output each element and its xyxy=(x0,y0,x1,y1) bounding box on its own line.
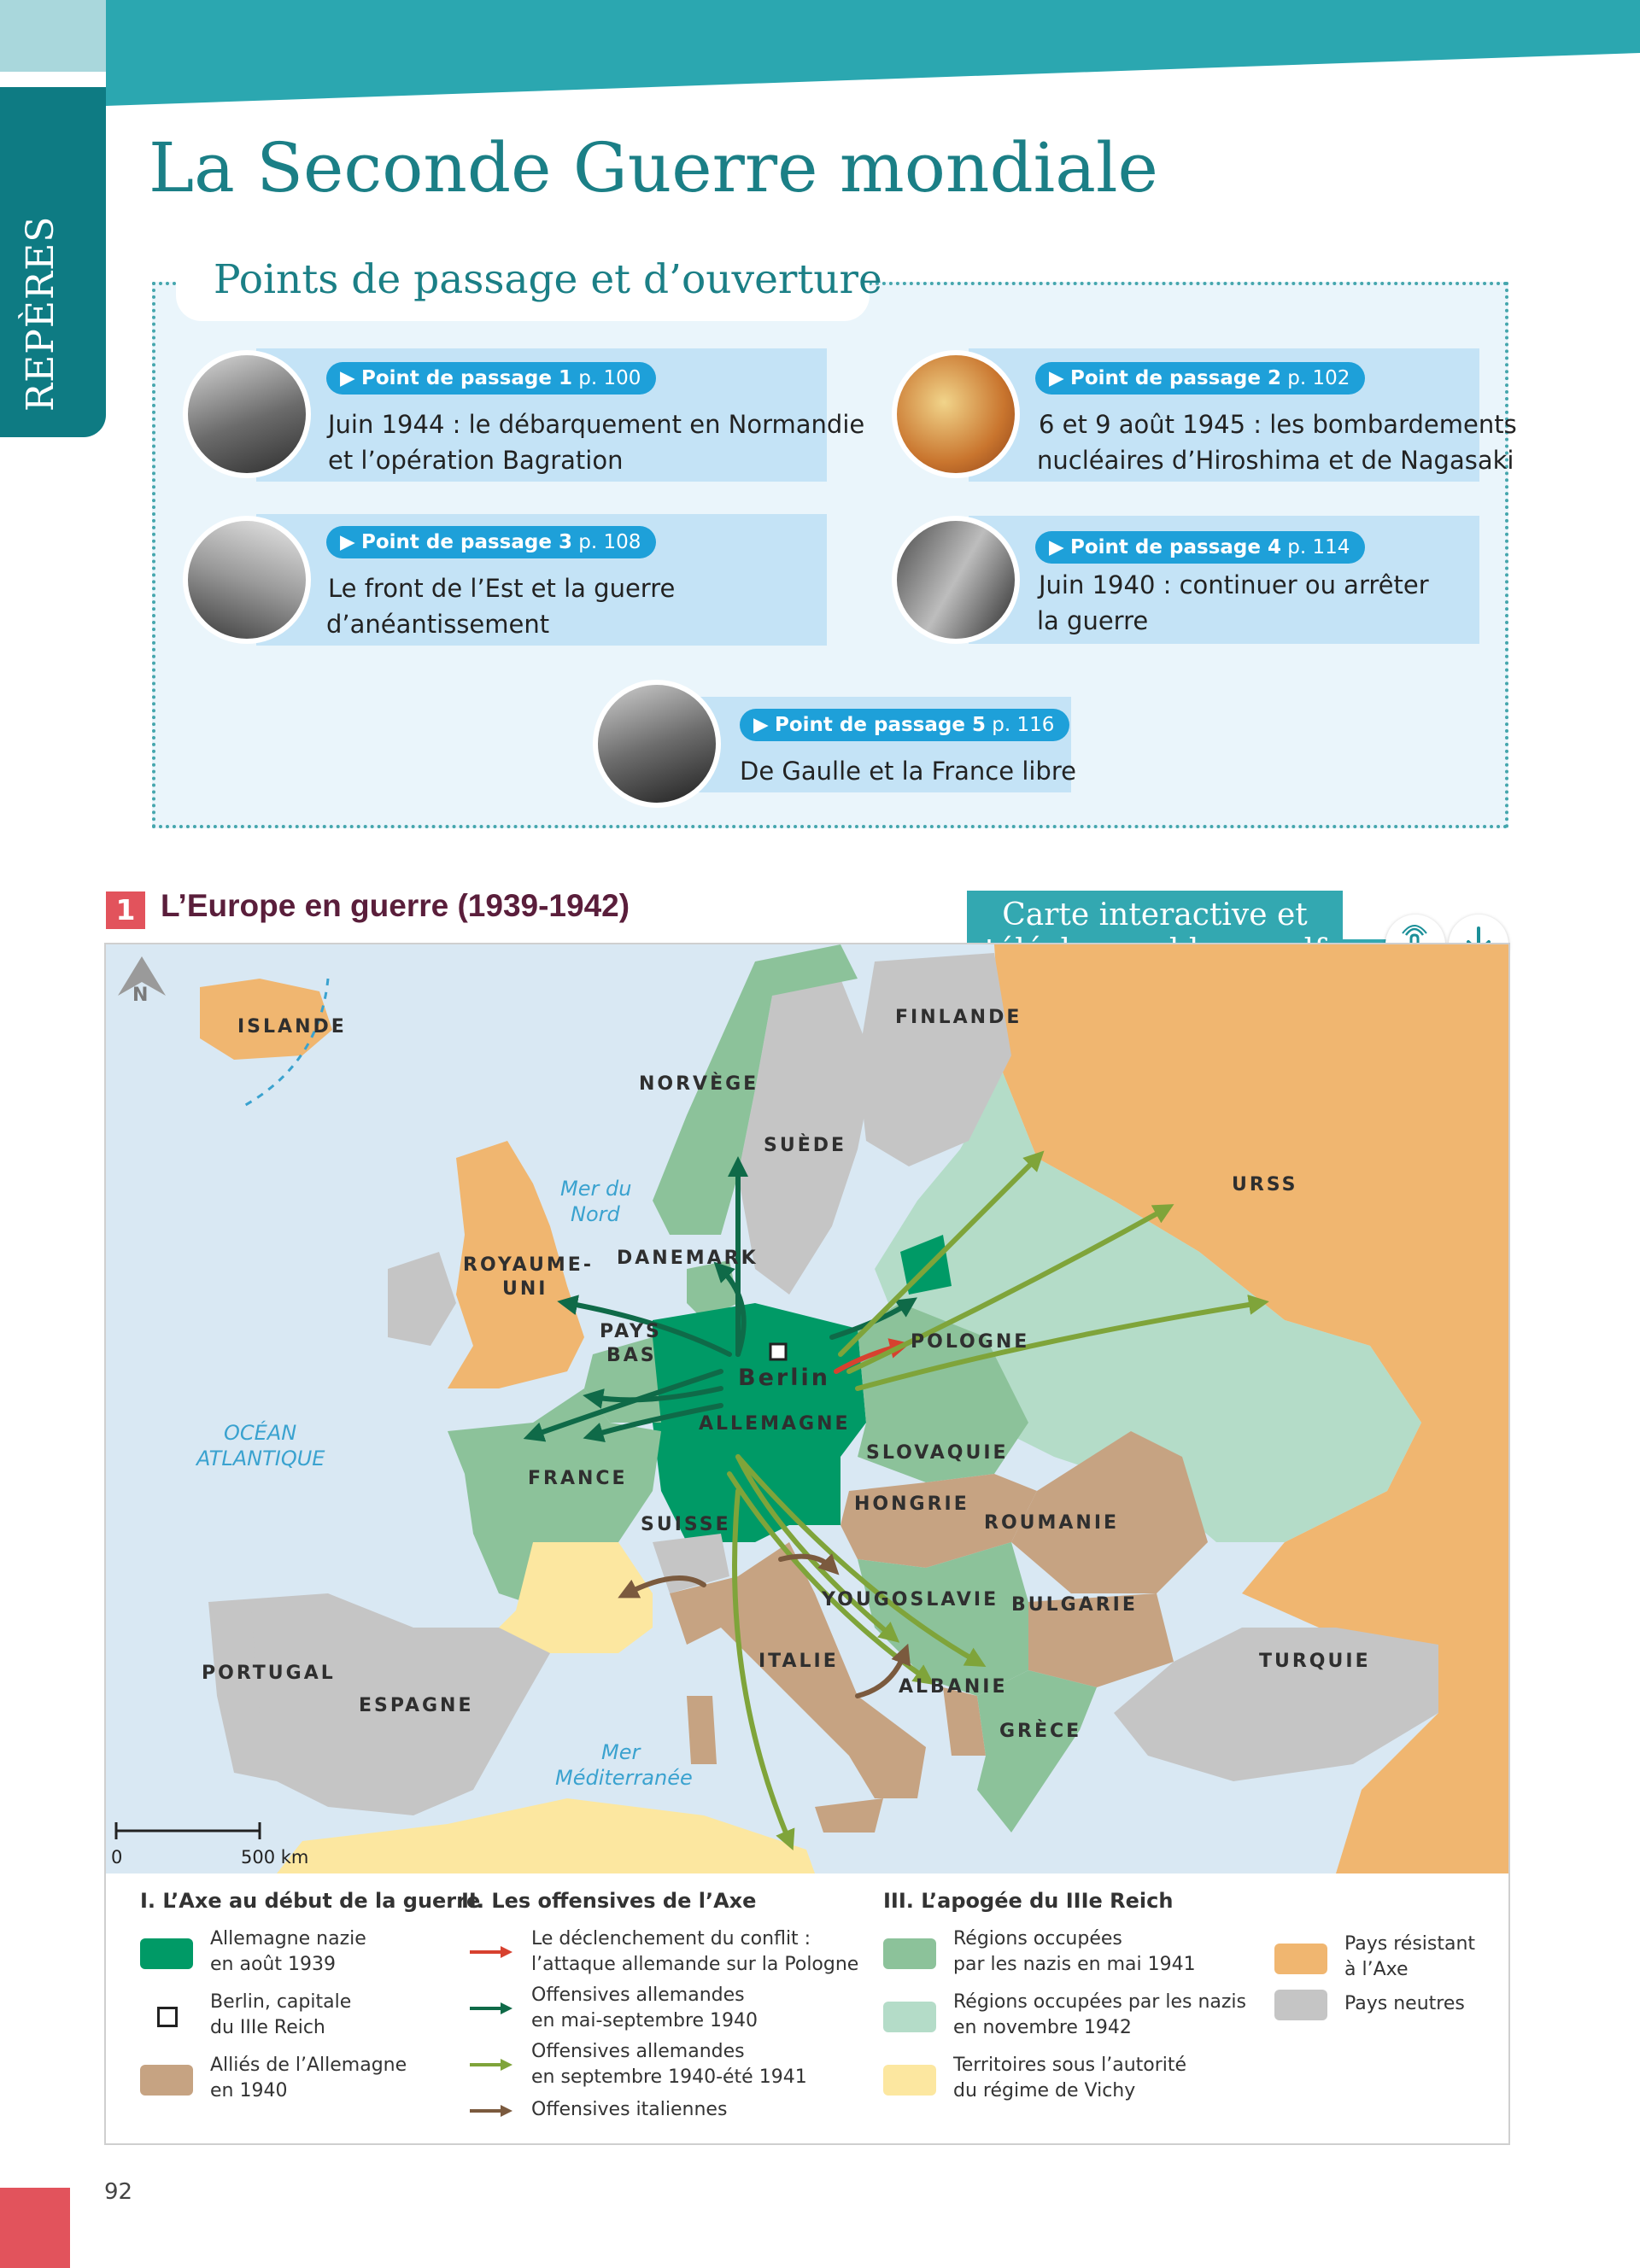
passage-text-2a: 6 et 9 août 1945 : les bombardements xyxy=(1039,410,1517,439)
page-number: 92 xyxy=(104,2179,133,2205)
passage-text-3b: d’anéantissement xyxy=(326,610,550,639)
legend-2-1a: Le déclenchement du conflit : xyxy=(531,1928,811,1949)
label-slovaquie: SLOVAQUIE xyxy=(866,1442,1009,1464)
label-turquie: TURQUIE xyxy=(1259,1651,1371,1672)
swatch-allies xyxy=(140,2065,193,2096)
passage-link-4[interactable]: ▶ Point de passage 4 p. 114 xyxy=(1035,531,1365,564)
legend-arrow-dark-green xyxy=(468,2000,514,2017)
legend-berlin-marker xyxy=(157,2007,178,2027)
label-pologne: POLOGNE xyxy=(911,1331,1030,1353)
legend-heading-1: I. L’Axe au début de la guerre xyxy=(140,1889,481,1913)
swatch-allemagne-nazie xyxy=(140,1938,193,1969)
legend-2-1b: l’attaque allemande sur la Pologne xyxy=(531,1954,859,1975)
label-hongrie: HONGRIE xyxy=(854,1493,969,1515)
legend-arrow-brown xyxy=(468,2102,514,2119)
legend-3-3a: Territoires sous l’autorité xyxy=(953,2055,1187,2076)
passage-link-2[interactable]: ▶ Point de passage 2 p. 102 xyxy=(1035,362,1365,395)
section-tab xyxy=(0,87,106,437)
legend-1-1b: en août 1939 xyxy=(210,1954,336,1975)
label-mer-med-2: Méditerranée xyxy=(555,1766,693,1790)
document-number: 1 xyxy=(106,891,145,929)
label-urss: URSS xyxy=(1232,1174,1298,1195)
interactive-line-1: Carte interactive et xyxy=(1002,897,1308,932)
legend-3-2a: Régions occupées par les nazis xyxy=(953,1991,1246,2013)
passage-link-1[interactable]: ▶ Point de passage 1 p. 100 xyxy=(326,362,656,395)
legend-2-3a: Offensives allemandes xyxy=(531,2041,745,2062)
label-ocean-1: OCÉAN xyxy=(224,1421,297,1445)
legend-1-2b: du IIIe Reich xyxy=(210,2017,325,2038)
legend-heading-2: II. Les offensives de l’Axe xyxy=(461,1889,757,1913)
label-danemark: DANEMARK xyxy=(617,1248,758,1269)
label-ocean-2: ATLANTIQUE xyxy=(196,1447,325,1470)
label-portugal: PORTUGAL xyxy=(202,1663,336,1684)
legend-3-1a: Régions occupées xyxy=(953,1928,1122,1949)
legend-4-1b: à l’Axe xyxy=(1344,1959,1409,1980)
label-mer-med-1: Mer xyxy=(601,1740,641,1764)
swatch-resisting xyxy=(1274,1944,1327,1974)
legend-1-3b: en 1940 xyxy=(210,2080,288,2101)
legend-heading-3: III. L’apogée du IIIe Reich xyxy=(883,1889,1174,1913)
legend-2-4a: Offensives italiennes xyxy=(531,2099,728,2120)
passage-text-1a: Juin 1944 : le débarquement en Normandie xyxy=(328,410,865,439)
page-title: La Seconde Guerre mondiale xyxy=(149,128,1158,208)
label-royaume-uni-1: ROYAUME- xyxy=(463,1254,594,1276)
section-tab-label: REPÈRES xyxy=(19,215,62,412)
passage-photo-5 xyxy=(593,680,721,808)
label-berlin: Berlin xyxy=(738,1365,830,1391)
legend-1-3a: Alliés de l’Allemagne xyxy=(210,2055,407,2076)
label-suede: SUÈDE xyxy=(764,1135,847,1156)
scale-label: 500 km xyxy=(241,1847,309,1868)
document-title: L’Europe en guerre (1939-1942) xyxy=(161,888,630,923)
label-allemagne: ALLEMAGNE xyxy=(699,1413,851,1435)
passage-text-4a: Juin 1940 : continuer ou arrêter xyxy=(1039,570,1429,599)
label-italie: ITALIE xyxy=(758,1651,839,1672)
north-label: N xyxy=(132,985,149,1006)
passage-link-3[interactable]: ▶ Point de passage 3 p. 108 xyxy=(326,526,656,558)
swatch-neutral xyxy=(1274,1990,1327,2020)
legend-3-2b: en novembre 1942 xyxy=(953,2017,1132,2038)
label-pays-bas-2: BAS xyxy=(606,1345,657,1366)
passage-photo-1 xyxy=(183,350,311,478)
corner-accent xyxy=(0,2188,70,2268)
berlin-marker xyxy=(770,1344,786,1359)
legend-4-1a: Pays résistant xyxy=(1344,1933,1476,1955)
label-yougoslavie: YOUGOSLAVIE xyxy=(822,1589,999,1610)
passage-text-3a: Le front de l’Est et la guerre xyxy=(328,574,676,603)
label-islande: ISLANDE xyxy=(237,1016,347,1038)
region-sardaigne xyxy=(687,1696,717,1764)
header-band xyxy=(106,0,1640,106)
legend-arrow-light-green xyxy=(468,2056,514,2073)
label-grece: GRÈCE xyxy=(999,1721,1082,1742)
label-pays-bas-1: PAYS xyxy=(600,1321,662,1342)
legend-2-2a: Offensives allemandes xyxy=(531,1984,745,2006)
header-accent xyxy=(0,0,106,72)
label-norvege: NORVÈGE xyxy=(639,1073,759,1095)
legend-arrow-red xyxy=(468,1944,514,1961)
legend-2-3b: en septembre 1940-été 1941 xyxy=(531,2066,807,2088)
passage-photo-3 xyxy=(183,516,311,644)
label-bulgarie: BULGARIE xyxy=(1011,1594,1138,1616)
legend-1-1a: Allemagne nazie xyxy=(210,1928,366,1949)
europe-map xyxy=(106,944,1508,1873)
label-suisse: SUISSE xyxy=(641,1514,731,1535)
label-royaume-uni-2: UNI xyxy=(502,1278,548,1300)
label-finlande: FINLANDE xyxy=(895,1007,1022,1028)
passage-text-1b: et l’opération Bagration xyxy=(328,446,624,475)
label-roumanie: ROUMANIE xyxy=(984,1512,1120,1534)
passage-link-5[interactable]: ▶ Point de passage 5 p. 116 xyxy=(740,709,1069,741)
passage-photo-2 xyxy=(892,350,1020,478)
legend-3-3b: du régime de Vichy xyxy=(953,2080,1136,2101)
legend-4-2a: Pays neutres xyxy=(1344,1993,1465,2014)
legend-3-1b: par les nazis en mai 1941 xyxy=(953,1954,1196,1975)
legend-1-2a: Berlin, capitale xyxy=(210,1991,352,2013)
passage-text-4b: la guerre xyxy=(1037,606,1149,635)
passage-text-5: De Gaulle et la France libre xyxy=(740,757,1076,786)
label-espagne: ESPAGNE xyxy=(359,1695,474,1716)
scale-zero: 0 xyxy=(111,1847,123,1868)
legend-2-2b: en mai-septembre 1940 xyxy=(531,2010,758,2031)
label-france: FRANCE xyxy=(528,1468,628,1489)
passage-heading: Points de passage et d’ouverture xyxy=(214,256,882,303)
swatch-occupied-1942 xyxy=(883,2002,936,2032)
passage-photo-4 xyxy=(892,516,1020,644)
swatch-occupied-1941 xyxy=(883,1938,936,1969)
label-mer-nord-1: Mer du xyxy=(560,1177,632,1201)
label-albanie: ALBANIE xyxy=(899,1676,1008,1698)
passage-text-2b: nucléaires d’Hiroshima et de Nagasaki xyxy=(1037,446,1514,475)
swatch-vichy xyxy=(883,2065,936,2096)
label-mer-nord-2: Nord xyxy=(571,1202,620,1226)
